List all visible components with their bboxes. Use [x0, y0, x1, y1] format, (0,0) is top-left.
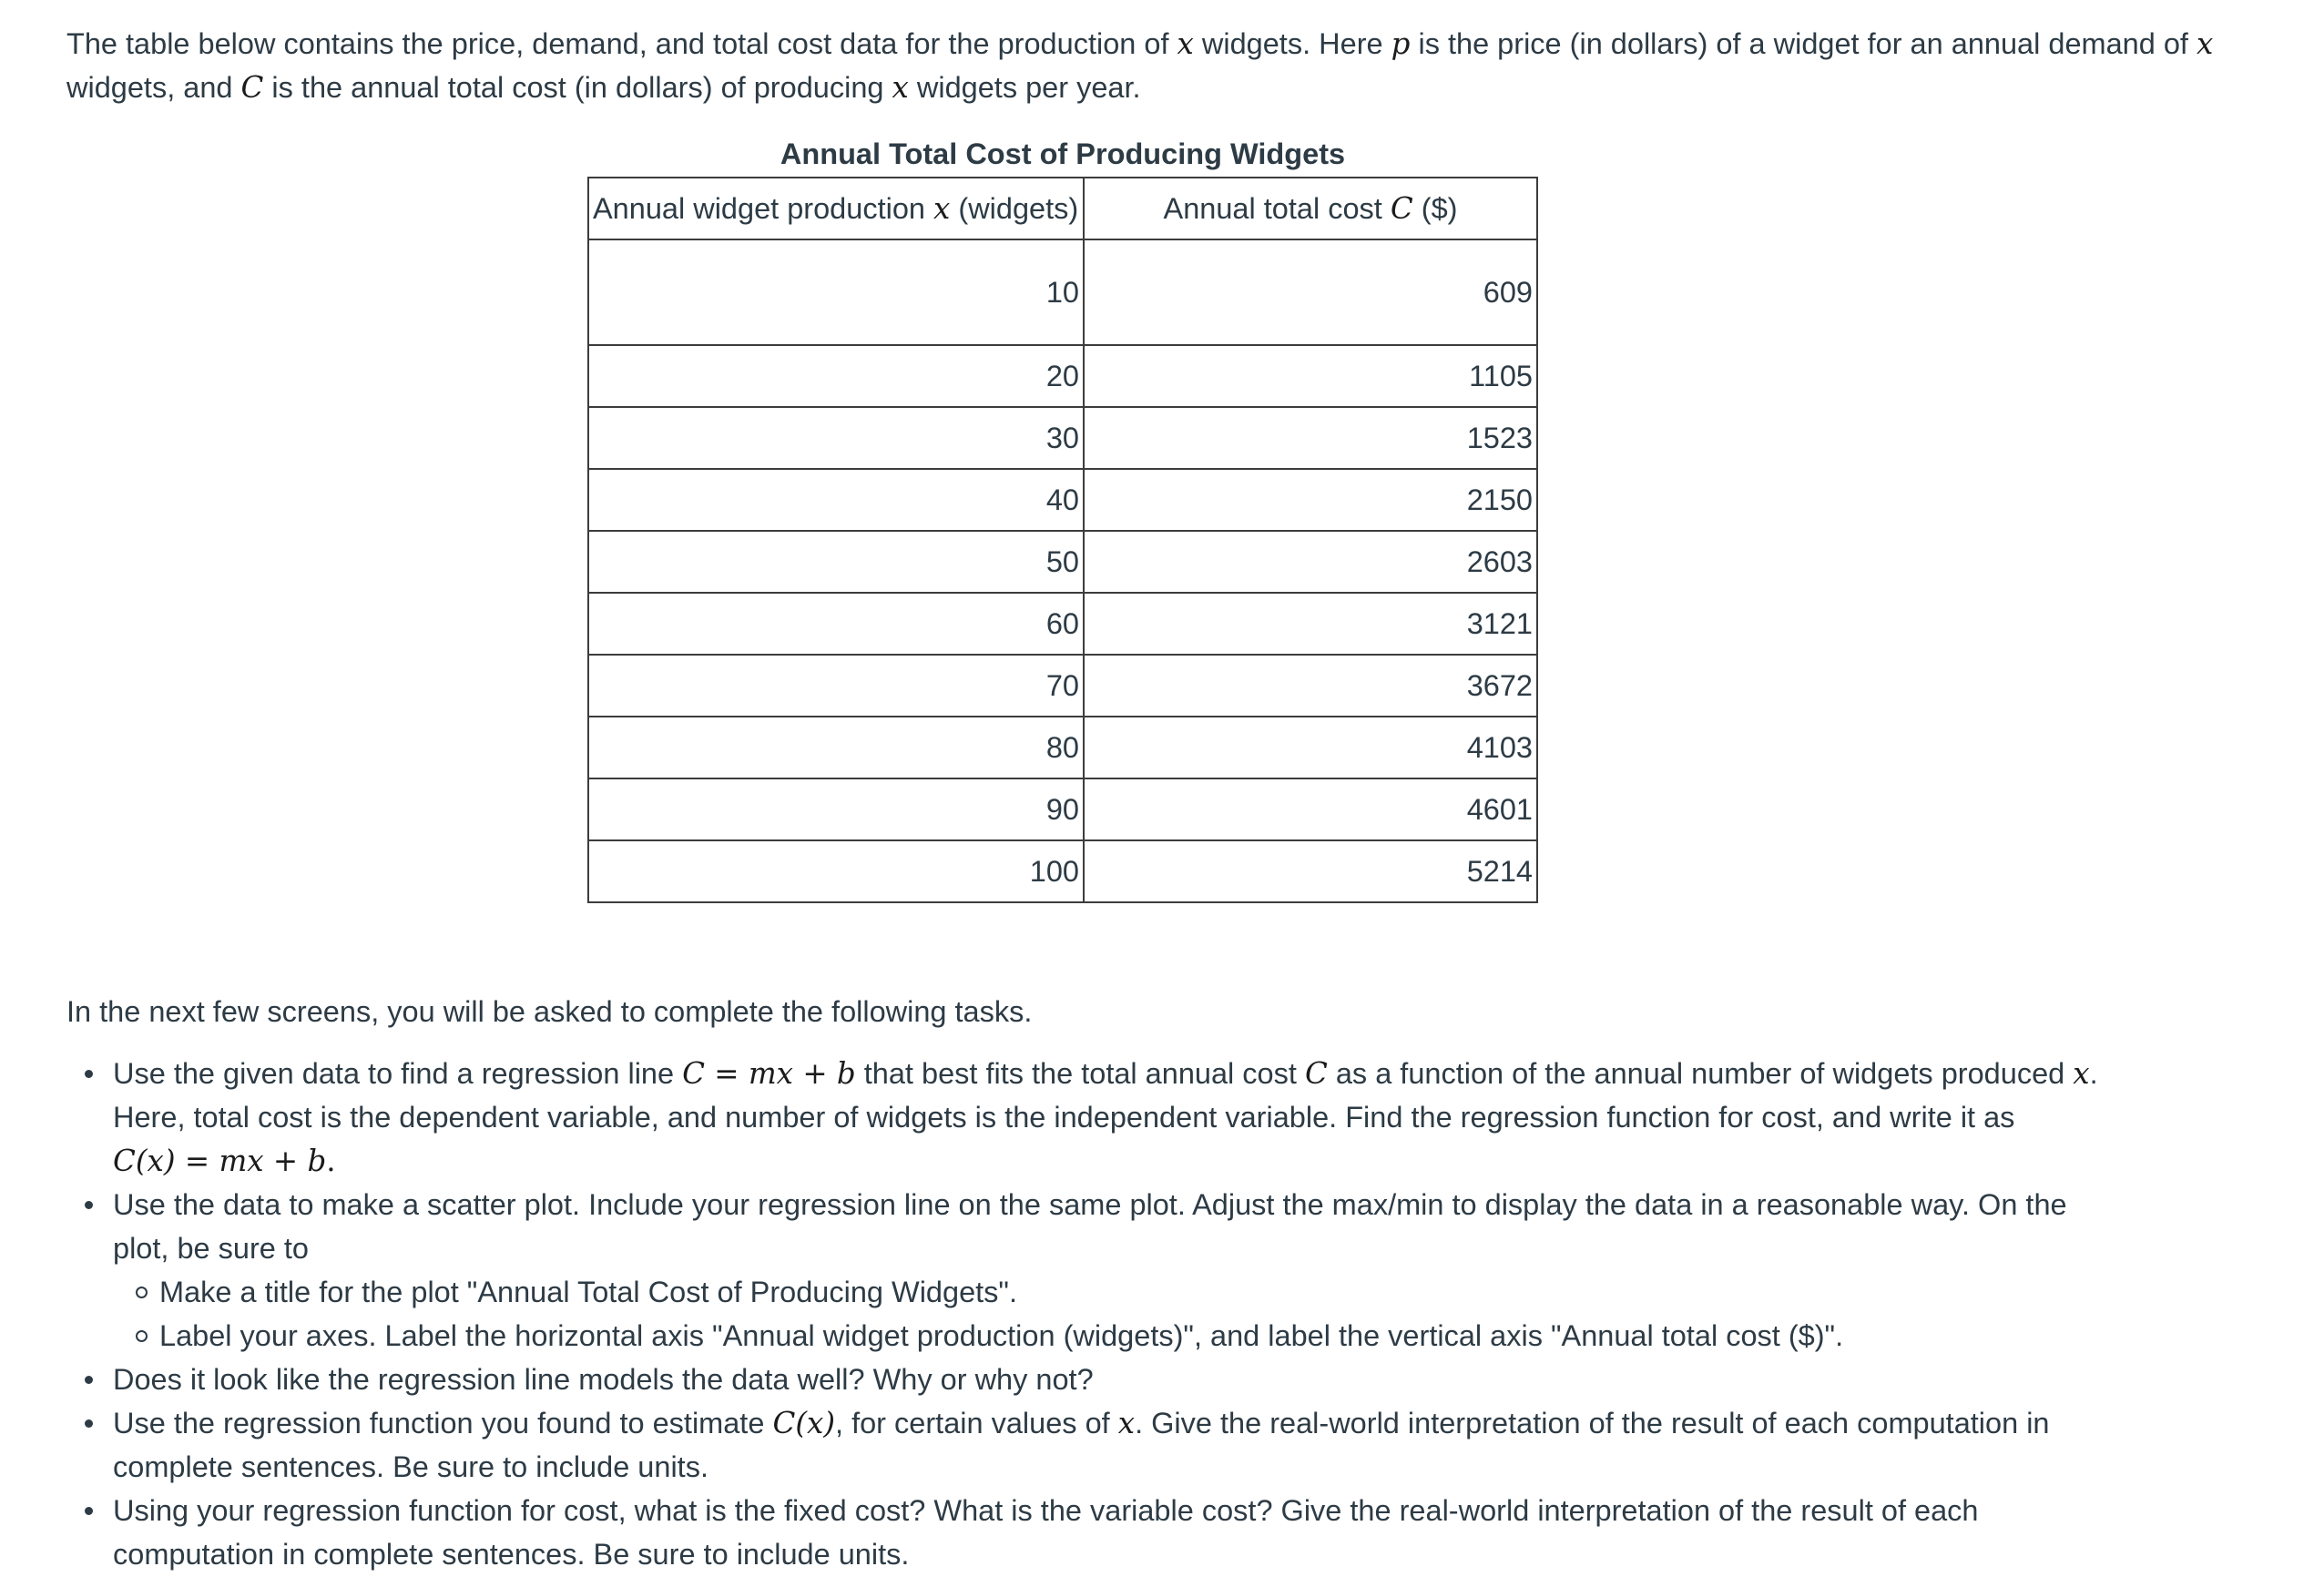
cell-cost: 3672	[1084, 655, 1537, 717]
cell-production: 40	[588, 469, 1084, 531]
math-var: x	[892, 70, 909, 105]
task-text: as a function of the annual number of widgets produced	[1335, 1057, 2065, 1090]
tasks-intro: In the next few screens, you will be asked to complete the following tasks.	[66, 995, 1033, 1028]
math-var: x	[2073, 1056, 2090, 1091]
cell-cost: 2603	[1084, 531, 1537, 593]
cell-production: 90	[588, 778, 1084, 840]
table-row	[588, 778, 1537, 840]
task-item-scatter-plot	[113, 1183, 2116, 1358]
header-unit: (widgets)	[958, 192, 1079, 225]
intro-text: widgets. Here	[1201, 27, 1383, 60]
table-row	[588, 531, 1537, 593]
cell-production: 100	[588, 840, 1084, 902]
table-row	[588, 840, 1537, 902]
header-text: Annual widget production	[593, 192, 925, 225]
header-total-cost	[1084, 178, 1537, 239]
table-caption: Annual Total Cost of Producing Widgets	[780, 137, 1346, 170]
task-item-model-fit: Does it look like the regression line models the data well? Why or why not?	[113, 1358, 2116, 1401]
table-row	[588, 469, 1537, 531]
task-item-estimate	[113, 1401, 2116, 1489]
cell-cost: 1523	[1084, 407, 1537, 469]
table-row	[588, 239, 1537, 345]
task-text: .	[326, 1144, 336, 1178]
cell-production: 50	[588, 531, 1084, 593]
math-var: C	[1390, 191, 1413, 226]
table-row	[588, 407, 1537, 469]
cell-production: 70	[588, 655, 1084, 717]
intro-text: is the annual total cost (in dollars) of producing	[271, 71, 884, 104]
math-var: x	[1177, 26, 1194, 61]
table-row	[588, 717, 1537, 778]
task-text: , for certain values of	[835, 1407, 1110, 1439]
task-text: . Give the real-world interpretation of the result of each computation in complete sentences. Be sure to include units.	[113, 1407, 2050, 1483]
header-unit: ($)	[1421, 192, 1458, 225]
math-var: C	[1304, 1056, 1328, 1091]
task-item-fixed-variable-cost: Using your regression function for cost, what is the fixed cost? What is the variable cost? Give the real-world interpretation of the result of each computation in complete sentences. Be sure to include units.	[113, 1489, 2116, 1576]
cell-cost: 2150	[1084, 469, 1537, 531]
cell-production: 30	[588, 407, 1084, 469]
math-var: x	[2196, 26, 2214, 61]
math-expression: C(x)	[772, 1406, 836, 1440]
cell-cost: 1105	[1084, 345, 1537, 407]
intro-text: is the price (in dollars) of a widget for an annual demand of	[1418, 27, 2188, 60]
cell-production: 10	[588, 239, 1084, 345]
table-row	[588, 593, 1537, 655]
cell-cost: 4601	[1084, 778, 1537, 840]
task-item-regression	[113, 1052, 2116, 1183]
subtask-item-title: Make a title for the plot "Annual Total Cost of Producing Widgets".	[159, 1270, 2116, 1314]
math-var: x	[933, 191, 951, 226]
math-var: p	[1391, 26, 1411, 61]
subtask-item-axes: Label your axes. Label the horizontal axis "Annual widget production (widgets)", and label the vertical axis "Annual total cost ($)".	[159, 1314, 2116, 1358]
cell-cost: 609	[1084, 239, 1537, 345]
intro-paragraph	[66, 22, 2288, 109]
cell-cost: 3121	[1084, 593, 1537, 655]
table-row	[588, 655, 1537, 717]
task-list	[66, 1052, 2116, 1576]
table-row	[588, 345, 1537, 407]
task-text: that best fits the total annual cost	[863, 1057, 1297, 1090]
task-text: . Here, total cost is the dependent variable, and number of widgets is the independent variable. Find the regression function for cost, and write it as	[113, 1057, 2098, 1134]
math-expression: C(x) = mx + b	[113, 1144, 327, 1178]
cost-table	[587, 177, 1538, 903]
cell-production: 80	[588, 717, 1084, 778]
math-expression: C = mx + b	[682, 1056, 856, 1091]
intro-text: The table below contains the price, demand, and total cost data for the production of	[66, 27, 1169, 60]
table-header-row	[588, 178, 1537, 239]
cell-production: 20	[588, 345, 1084, 407]
cell-cost: 5214	[1084, 840, 1537, 902]
task-sublist	[113, 1270, 2116, 1358]
task-text: Use the given data to find a regression line	[113, 1057, 675, 1090]
header-production	[588, 178, 1084, 239]
cell-production: 60	[588, 593, 1084, 655]
task-text: Use the data to make a scatter plot. Include your regression line on the same plot. Adjust the max/min to display the data in a reasonable way. On the plot, be sure to	[113, 1188, 2067, 1265]
cell-cost: 4103	[1084, 717, 1537, 778]
intro-text: widgets per year.	[916, 71, 1141, 104]
math-var: x	[1117, 1406, 1136, 1440]
header-text: Annual total cost	[1163, 192, 1382, 225]
math-var: C	[240, 70, 264, 105]
intro-text: widgets, and	[66, 71, 233, 104]
task-text: Use the regression function you found to estimate	[113, 1407, 765, 1439]
